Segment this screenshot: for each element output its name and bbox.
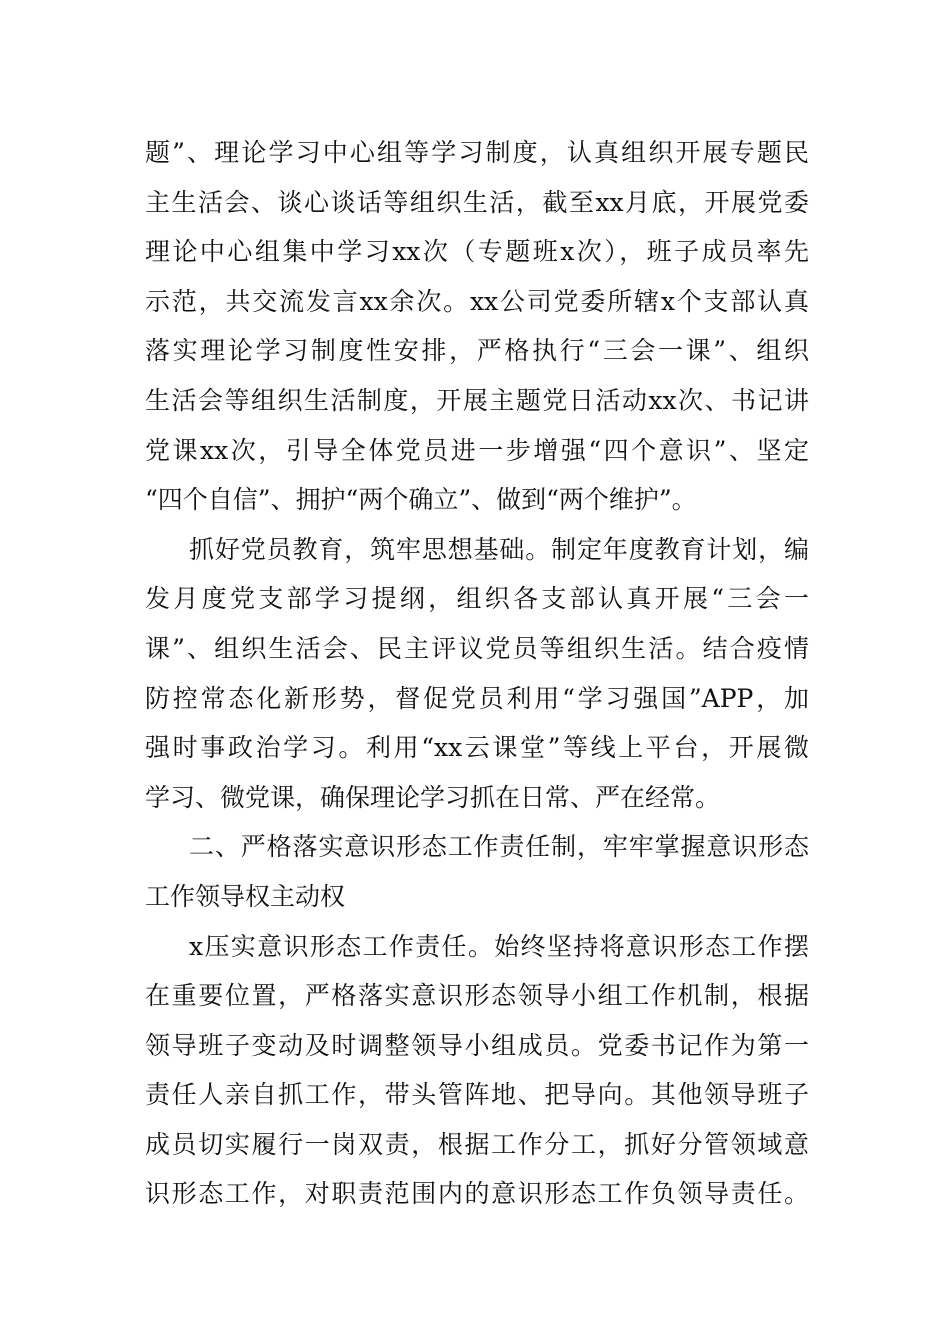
text-line-3: 理论中心组集中学习xx次（专题班x次），班子成员率先 — [145, 237, 809, 267]
text-line-20: 责任人亲自抓工作，带头管阵地、把导向。其他领导班子 — [145, 1080, 809, 1110]
text-line-14: 学习、微党课，确保理论学习抓在日常、严在经常。 — [145, 782, 721, 812]
text-line-8: “四个自信”、拥护“两个确立”、做到“两个维护”。 — [145, 485, 697, 515]
text-line-9: 抓好党员教育，筑牢思想基础。制定年度教育计划，编 — [189, 534, 809, 564]
text-line-5: 落实理论学习制度性安排，严格执行“三会一课”、组织 — [145, 336, 809, 366]
text-line-19: 领导班子变动及时调整领导小组成员。党委书记作为第一 — [145, 1030, 809, 1060]
text-line-2: 主生活会、谈心谈话等组织生活，截至xx月底，开展党委 — [145, 187, 809, 217]
text-line-6: 生活会等组织生活制度，开展主题党日活动xx次、书记讲 — [145, 385, 809, 415]
text-line-10: 发月度党支部学习提纲，组织各支部认真开展“三会一 — [145, 584, 809, 614]
text-line-11: 课”、组织生活会、民主评议党员等组织生活。结合疫情 — [145, 633, 809, 663]
text-line-18: 在重要位置，严格落实意识形态领导小组工作机制，根据 — [145, 981, 809, 1011]
text-line-22: 识形态工作，对职责范围内的意识形态工作负领导责任。 — [145, 1179, 809, 1209]
section-heading-line-1: 二、严格落实意识形态工作责任制，牢牢掌握意识形态 — [189, 832, 809, 862]
text-line-13: 强时事政治学习。利用“xx云课堂”等线上平台，开展微 — [145, 733, 809, 763]
text-line-7: 党课xx次，引导全体党员进一步增强“四个意识”、坚定 — [145, 435, 809, 465]
text-line-1: 题”、理论学习中心组等学习制度，认真组织开展专题民 — [145, 138, 809, 167]
document-body — [145, 128, 809, 1219]
text-line-4: 示范，共交流发言xx余次。xx公司党委所辖x个支部认真 — [145, 286, 809, 316]
text-line-17: x压实意识形态工作责任。始终坚持将意识形态工作摆 — [189, 931, 809, 961]
section-heading-line-2: 工作领导权主动权 — [145, 881, 346, 911]
text-line-12: 防控常态化新形势，督促党员利用“学习强国”APP，加 — [145, 683, 809, 713]
text-line-21: 成员切实履行一岗双责，根据工作分工，抓好分管领域意 — [145, 1129, 809, 1159]
